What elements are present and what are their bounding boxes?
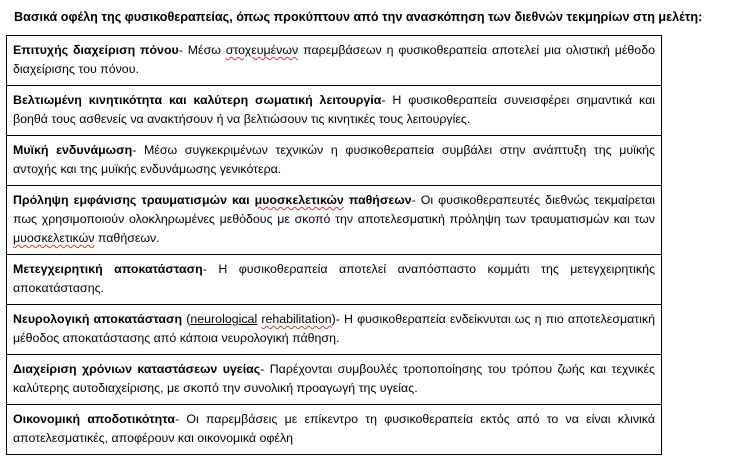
benefit-term: Μυϊκή ενδυνάμωση xyxy=(13,143,133,157)
table-row xyxy=(7,86,662,136)
spellcheck-flagged-word: rehabilitation xyxy=(261,312,332,326)
benefit-text: - Οι φυσικοθεραπευτές διεθνώς τεκμαίρεται πως χρησιμοποιούν ολοκληρωμένες μεθόδους με σκοπό την αποτελεσματική πρόληψη των τραυματισμών και των xyxy=(13,193,655,226)
english-term-underlined: neurological xyxy=(190,312,258,326)
table-row xyxy=(7,355,662,405)
table-cell xyxy=(7,136,662,186)
table-cell xyxy=(7,86,662,136)
benefit-text: )- Η φυσικοθεραπεία ενδείκνυται ως η πιο αποτελεσματική μέθοδος αποκατάστασης από κάποια νευρολογική πάθηση. xyxy=(13,312,655,345)
benefit-text: ( xyxy=(182,312,191,326)
table-cell xyxy=(7,36,662,86)
table-row xyxy=(7,255,662,305)
benefit-term: Νευρολογική αποκατάσταση xyxy=(13,312,183,326)
benefit-term: Πρόληψη εμφάνισης τραυματισμών και xyxy=(13,193,255,207)
table-row xyxy=(7,186,662,255)
benefit-text: - Μέσω xyxy=(178,43,226,57)
benefit-text: - Οι παρεμβάσεις με επίκεντρο τη φυσικοθεραπεία εκτός από το να είναι κλινικά αποτελεσματικές, αποφέρουν και οικονομικά οφέλη xyxy=(13,412,655,445)
spellcheck-flagged-word: μυοσκελετικών xyxy=(254,193,344,207)
spellcheck-flagged-word: στοχευμένων xyxy=(225,43,299,57)
benefit-text: - Η φυσικοθεραπεία συνεισφέρει σημαντικά και βοηθά τους ασθενείς να ανακτήσουν ή να βελτιώσουν τις κινητικές τους λειτουργίες. xyxy=(13,93,656,126)
benefit-text: παθήσεων. xyxy=(94,231,160,245)
benefit-term: Βελτιωμένη κινητικότητα και καλύτερη σωματική λειτουργία xyxy=(13,93,382,107)
table-cell xyxy=(7,255,662,305)
benefit-term: Επιτυχής διαχείριση πόνου xyxy=(13,43,179,57)
benefit-text: παρεμβάσεων η φυσικοθεραπεία αποτελεί μια ολιστική μέθοδο διαχείρισης του πόνου. xyxy=(13,43,655,76)
spellcheck-flagged-word: μυοσκελετικών xyxy=(13,231,95,245)
table-row xyxy=(7,405,662,455)
benefits-table xyxy=(6,35,662,455)
benefit-term: Οικονομική αποδοτικότητα xyxy=(13,412,175,426)
table-cell xyxy=(7,186,662,255)
table-cell xyxy=(7,355,662,405)
benefit-term: Διαχείριση χρόνιων καταστάσεων υγείας xyxy=(13,362,261,376)
benefit-term: παθήσεων xyxy=(343,193,412,207)
benefit-term: Μετεγχειρητική αποκατάσταση xyxy=(13,262,203,276)
benefit-text: - Μέσω συγκεκριμένων τεχνικών η φυσικοθεραπεία συμβάλει στην ανάπτυξη της μυϊκής αντοχής και της μυϊκής ενδυνάμωσης γενικότερα. xyxy=(13,143,655,176)
table-row xyxy=(7,136,662,186)
table-cell xyxy=(7,305,662,355)
benefit-text: - Παρέχονται συμβουλές τροποποίησης του τρόπου ζωής και τεχνικές καλύτερης αυτοδιαχείρισης, με σκοπό την συνολική προαγωγή της υγείας. xyxy=(13,362,656,395)
table-row xyxy=(7,305,662,355)
table-row xyxy=(7,36,662,86)
document-heading: Βασικά οφέλη της φυσικοθεραπείας, όπως προκύπτουν από την ανασκόπηση των διεθνών τεκμηρίων στη μελέτη: xyxy=(14,10,703,24)
table-cell xyxy=(7,405,662,455)
benefit-text: - Η φυσικοθεραπεία αποτελεί αναπόσπαστο κομμάτι της μετεγχειρητικής αποκατάστασης. xyxy=(13,262,655,295)
